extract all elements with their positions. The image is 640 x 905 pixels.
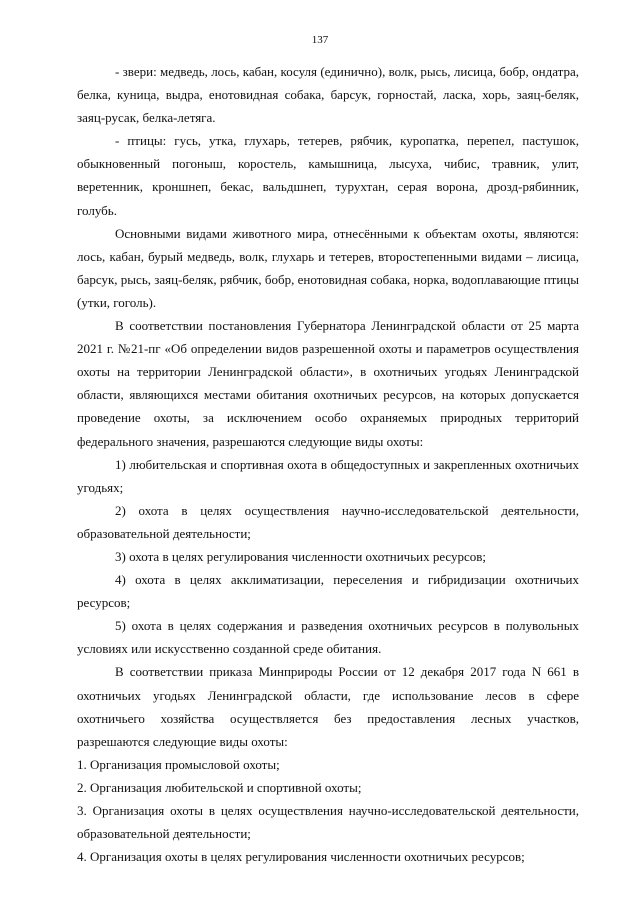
list-item-hunting-type-3: 3) охота в целях регулирования численности охотничьих ресурсов;: [115, 548, 487, 564]
list-item-hunting-type-2: 2) охота в целях осуществления научно-исследовательской деятельности, образовательной деятельности;: [77, 502, 579, 541]
list-item-organization-4: 4. Организация охоты в целях регулирования численности охотничьих ресурсов;: [77, 849, 525, 865]
list-item-hunting-type-5: 5) охота в целях содержания и разведения охотничьих ресурсов в полувольных условиях или искусственно созданной среде обитания.: [77, 618, 579, 657]
paragraph-governor-decree: В соответствии постановления Губернатора Ленинградской области от 25 марта 2021 г. №21-пг «Об определении видов разрешенной охоты и параметров осуществления охоты на территории Ленинградской области», в охотничьих угодьях Ленинградской области, являющихся местами обитания охотничьих ресурсов, на которых допускается проведение охоты, за исключением особо охраняемых природных территорий федерального значения, разрешаются следующие виды охоты:: [77, 318, 579, 449]
list-item-hunting-type-1: 1) любительская и спортивная охота в общедоступных и закрепленных охотничьих угодьях;: [77, 456, 579, 495]
paragraph-ministry-order: В соответствии приказа Минприроды России от 12 декабря 2017 года N 661 в охотничьих угодьях Ленинградской области, где использование лесов в сфере охотничьего хозяйства осуществляется без предоставления лесных участков, разрешаются следующие виды охоты:: [77, 664, 579, 749]
list-item-organization-2: 2. Организация любительской и спортивной охоты;: [77, 779, 362, 795]
paragraph-main-species: Основными видами животного мира, отнесёнными к объектам охоты, являются: лось, кабан, бурый медведь, волк, глухарь и тетерев, второстепенными видами – лисица, барсук, рысь, заяц-беляк, рябчик, бобр, енотовидная собака, норка, водоплавающие птицы (утки, гоголь).: [77, 225, 579, 310]
page-number: 137: [311, 34, 329, 46]
list-item-organization-3: 3. Организация охоты в целях осуществления научно-исследовательской деятельности, образовательной деятельности;: [77, 803, 579, 842]
list-item-hunting-type-4: 4) охота в целях акклиматизации, переселения и гибридизации охотничьих ресурсов;: [77, 572, 579, 611]
paragraph-birds: - птицы: гусь, утка, глухарь, тетерев, рябчик, куропатка, перепел, пастушок, обыкновенный погоныш, коростель, камышница, лысуха, чибис, травник, улит, веретенник, кроншнеп, бекас, вальдшнеп, турухтан, серая ворона, дрозд-рябинник, голубь.: [77, 133, 579, 218]
document-body: [77, 60, 579, 868]
list-item-organization-1: 1. Организация промысловой охоты;: [77, 756, 280, 772]
paragraph-beasts: - звери: медведь, лось, кабан, косуля (единично), волк, рысь, лисица, бобр, ондатра, белка, куница, выдра, енотовидная собака, барсук, горностай, ласка, хорь, заяц-беляк, заяц-русак, белка-летяга.: [77, 64, 579, 126]
